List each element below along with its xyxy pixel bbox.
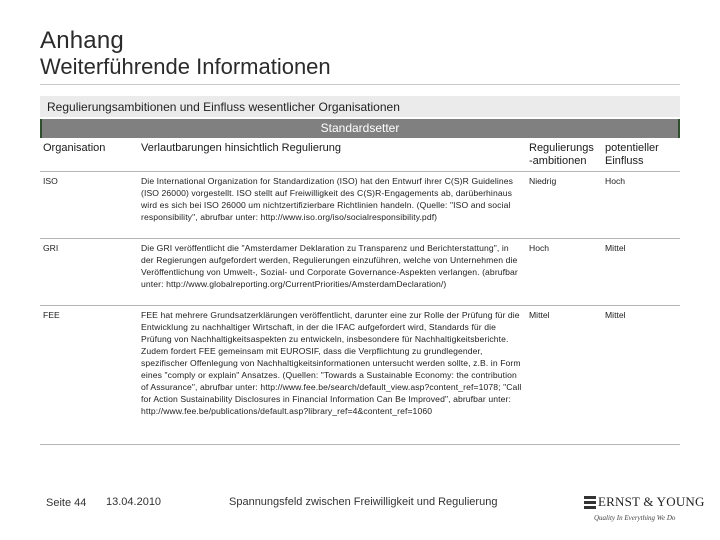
- title-line-2: Weiterführende Informationen: [40, 54, 331, 79]
- page-number: Seite 44: [46, 497, 87, 509]
- header-statements: Verlautbarungen hinsichtlich Regulierung: [138, 139, 526, 172]
- cell-influence: Mittel: [602, 306, 680, 445]
- cell-ambition: Hoch: [526, 239, 602, 306]
- cell-description: FEE hat mehrere Grundsatzerklärungen veröffentlicht, darunter eine zur Rolle der Prüfung für die Entwicklung zu nachhaltiger Wirtschaft, in der die IFAC aufgefordert wird, Standards für die Prüfung von Nachhaltigkeitsaspekten zu entwickeln, insbesondere für Nachhaltigkeitsberichte. Zudem fordert FEE gemeinsam mit EUROSIF, dass die Verpflichtung zu grundlegender, spezifischer Offenlegung von Nachhaltigkeitsinformationen untersucht werden sollte, z.B. in Form eines "comply or explain" Ansatzes. (Quellen: "Towards a Sustainable Economy: the contribution of Assurance", abrufbar unter: http://www.fee.be/search/default_view.asp?content_ref=1078; "Call for Action Sustainability Disclosures in Financial Information Can Be Improved", abrufbar unter: http://www.fee.be/publications/default.asp?library_ref=4&content_ref=1060: [138, 306, 526, 445]
- cell-description: Die GRI veröffentlicht die "Amsterdamer Deklaration zu Transparenz und Berichterstattung", in der Regierungen aufgefordert werden, Regulierungen einzuführen, welche von Unternehmen die Veröffentlichung von Umwelt-, Sozial- und Corporate Governance-Aspekten verlangen. (abrufbar unter: http://www.globalreporting.org/CurrentPriorities/AmsterdamDeclaration/): [138, 239, 526, 306]
- header-influence: potentieller Einfluss: [602, 139, 680, 172]
- table-row: [40, 306, 680, 445]
- regulation-table: [40, 139, 680, 445]
- header-organisation: Organisation: [40, 139, 138, 172]
- table-row: [40, 239, 680, 306]
- cell-influence: Mittel: [602, 239, 680, 306]
- cell-ambition: Mittel: [526, 306, 602, 445]
- cell-organisation: FEE: [40, 306, 138, 445]
- footer-title: Spannungsfeld zwischen Freiwilligkeit und Regulierung: [229, 496, 498, 508]
- section-heading: Regulierungsambitionen und Einfluss wesentlicher Organisationen: [40, 96, 680, 117]
- cell-description: Die International Organization for Standardization (ISO) hat den Entwurf ihrer C(S)R Guidelines (ISO 26000) vorgestellt. ISO stellt auf Freiwilligkeit des C(S)R-Engagements ab, darüberhinaus wird es sich bei ISO 26000 um nichtzertifizierbare Richtlinien handeln. (Quelle: "ISO and social responsibility", abrufbar unter: http://www.iso.org/iso/socialresponsibility.pdf): [138, 172, 526, 239]
- cell-organisation: GRI: [40, 239, 138, 306]
- slide-title: [40, 28, 331, 80]
- header-ambition: Regulierungs -ambitionen: [526, 139, 602, 172]
- logo-tagline: Quality In Everything We Do: [594, 514, 676, 522]
- table-header-row: [40, 139, 680, 172]
- logo-mark-icon: [584, 496, 596, 510]
- group-heading: Standardsetter: [40, 119, 680, 138]
- ernst-young-logo: [584, 494, 705, 528]
- logo-name: ERNST & YOUNG: [598, 494, 705, 509]
- title-divider: [40, 84, 680, 85]
- cell-influence: Hoch: [602, 172, 680, 239]
- title-line-1: Anhang: [40, 27, 124, 54]
- table-row: [40, 172, 680, 239]
- cell-organisation: ISO: [40, 172, 138, 239]
- footer-date: 13.04.2010: [106, 496, 162, 508]
- cell-ambition: Niedrig: [526, 172, 602, 239]
